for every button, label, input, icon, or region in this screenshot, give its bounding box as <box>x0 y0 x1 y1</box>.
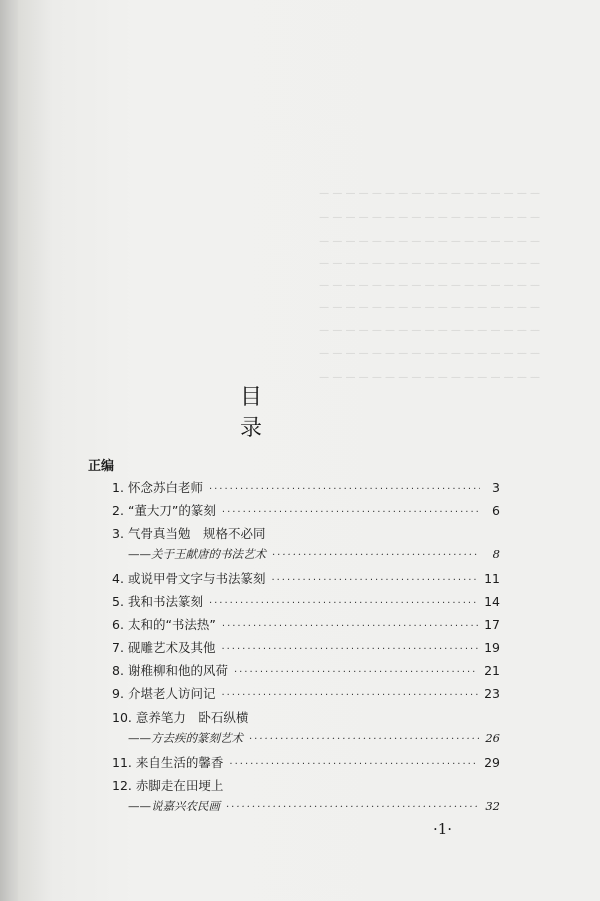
entry-number: 10. <box>112 710 132 725</box>
leader-dots <box>234 667 478 678</box>
entry-number: 7. <box>112 640 124 655</box>
entry-title: 怀念苏白老师 <box>127 480 203 495</box>
entry-page: 17 <box>484 617 500 632</box>
toc-entry-3[interactable] <box>112 524 500 544</box>
entry-page: 19 <box>484 640 500 655</box>
entry-title: 我和书法篆刻 <box>127 594 203 609</box>
section-heading: 正编 <box>88 459 115 474</box>
entry-title: 来自生活的馨香 <box>135 755 224 770</box>
leader-dots <box>222 621 478 632</box>
leader-dots <box>271 575 478 586</box>
toc-entry-1[interactable] <box>112 478 500 498</box>
entry-title: 意养笔力 卧石纵横 <box>135 710 249 725</box>
entry-number: 8. <box>112 663 124 678</box>
entry-number: 5. <box>112 594 124 609</box>
leader-dots <box>209 484 480 495</box>
entry-page: 23 <box>484 686 500 701</box>
entry-title: 气骨真当勉 规格不必同 <box>127 526 266 541</box>
show-through-text: — — — — — — — — — — — — — — — — — — — — — — — — — — — — — — — — — — — — — — — — — — — — — — — — — — — — — — — — — — — — — — — — — — — — — — — — — — — — — — — — — — — — — — — — — — — — — — — — — — — — — — — — — — — — — — — — — — — — — — — — — — — — — — — — — — — — — — — — — — — — — — — — — — — — — — — — — <box>319 188 540 382</box>
leader-dots <box>221 644 478 655</box>
toc-entry-11[interactable] <box>112 753 500 773</box>
entry-number: 3. <box>112 526 124 541</box>
entry-number: 11. <box>112 755 132 770</box>
page-title: 目 录 <box>240 385 295 441</box>
toc-subtitle-10[interactable] <box>128 730 500 750</box>
entry-page: 11 <box>484 571 500 586</box>
entry-page: 26 <box>485 731 500 745</box>
toc-entry-5[interactable] <box>112 592 500 612</box>
entry-number: 9. <box>112 686 124 701</box>
entry-page: 6 <box>492 503 500 518</box>
leader-dots <box>272 550 480 561</box>
entry-number: 1. <box>112 480 124 495</box>
entry-title: 或说甲骨文字与书法篆刻 <box>127 571 266 586</box>
entry-title: 砚雕艺术及其他 <box>127 640 216 655</box>
entry-subtitle: ——关于王献唐的书法艺术 <box>128 547 266 561</box>
entry-page: 3 <box>492 480 500 495</box>
toc-entry-10[interactable] <box>112 708 500 728</box>
entry-number: 2. <box>112 503 124 518</box>
toc-entry-6[interactable] <box>112 615 500 635</box>
toc-entry-12[interactable] <box>112 776 500 796</box>
entry-number: 12. <box>112 778 132 793</box>
leader-dots <box>226 802 479 813</box>
page-number: ·1· <box>433 820 453 838</box>
toc-entry-4[interactable] <box>112 569 500 589</box>
toc-subtitle-12[interactable] <box>128 798 500 818</box>
entry-page: 14 <box>484 594 500 609</box>
entry-subtitle: ——说嘉兴农民画 <box>128 799 220 813</box>
entry-page: 29 <box>484 755 500 770</box>
entry-title: 介堪老人访问记 <box>127 686 216 701</box>
toc-entry-2[interactable] <box>112 501 500 521</box>
leader-dots <box>229 759 478 770</box>
entry-page: 21 <box>484 663 500 678</box>
toc-entry-9[interactable] <box>112 684 500 704</box>
leader-dots <box>209 598 478 609</box>
entry-page: 32 <box>485 799 500 813</box>
toc-entry-7[interactable] <box>112 638 500 658</box>
entry-title: 谢稚柳和他的风荷 <box>127 663 228 678</box>
entry-subtitle: ——方去疾的篆刻艺术 <box>128 731 243 745</box>
entry-number: 4. <box>112 571 124 586</box>
toc-subtitle-3[interactable] <box>128 546 500 566</box>
entry-title: 太和的“书法热” <box>127 617 216 632</box>
entry-number: 6. <box>112 617 124 632</box>
entry-page: 8 <box>492 547 500 561</box>
leader-dots <box>222 507 480 518</box>
entry-title: “董大刀”的篆刻 <box>127 503 216 518</box>
toc-entry-8[interactable] <box>112 661 500 681</box>
leader-dots <box>221 690 478 701</box>
leader-dots <box>249 734 479 745</box>
entry-title: 赤脚走在田埂上 <box>135 778 224 793</box>
